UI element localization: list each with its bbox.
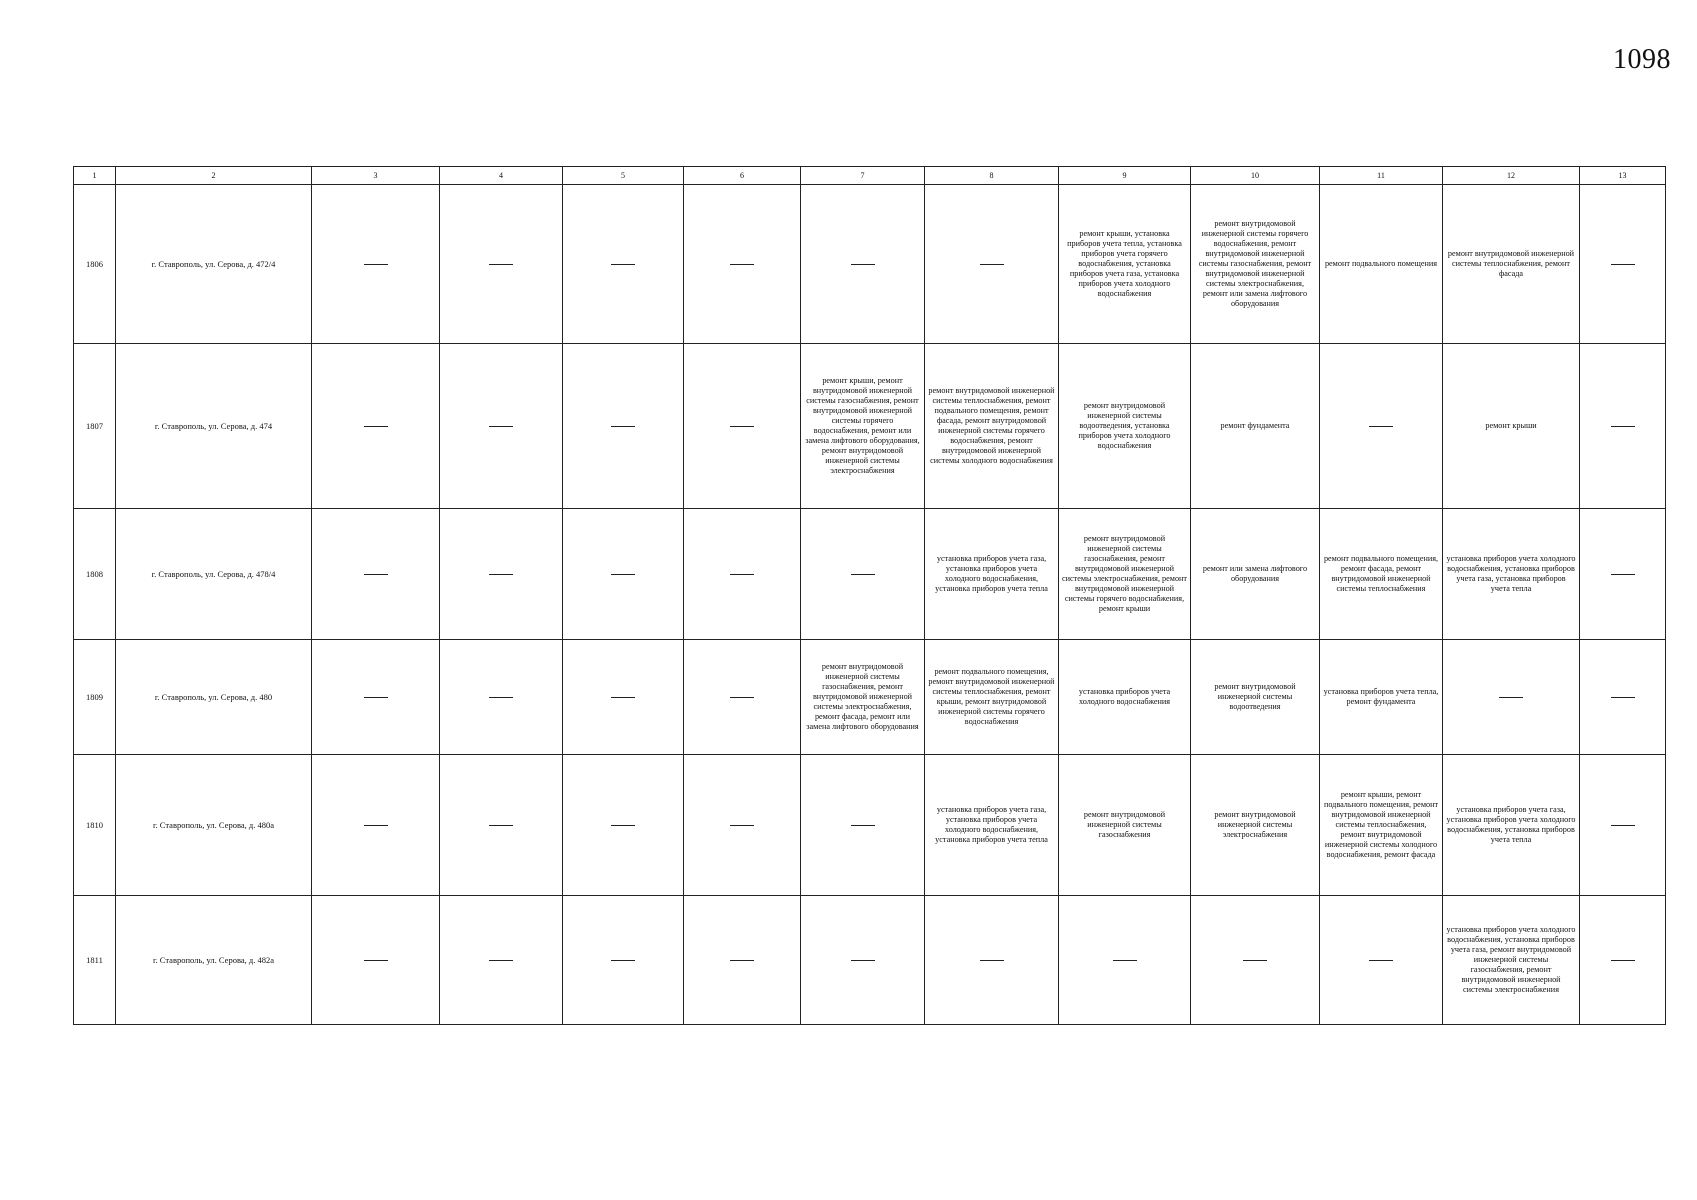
dash-mark [1611,264,1635,265]
empty-cell-7 [801,896,925,1025]
column-header: 9 [1059,167,1191,185]
dash-mark [1611,697,1635,698]
empty-cell-10 [1191,896,1320,1025]
dash-mark [730,697,754,698]
work-cell-7: ремонт крыши, ремонт внутридомовой инженерной системы газоснабжения, ремонт внутридомовой инженерной системы горячего водоснабжения, ремонт или замена лифтового оборудования, ремонт внутридомовой инженерной системы электроснабжения [801,344,925,509]
column-header: 6 [684,167,801,185]
dash-mark [980,960,1004,961]
work-cell-8: ремонт внутридомовой инженерной системы теплоснабжения, ремонт подвального помещения, ремонт фасада, ремонт внутридомовой инженерной системы горячего водоснабжения, ремонт внутридомовой инженерной системы холодного водоснабжения [925,344,1059,509]
address-cell: г. Ставрополь, ул. Серова, д. 478/4 [116,509,312,640]
address-cell: г. Ставрополь, ул. Серова, д. 472/4 [116,185,312,344]
dash-mark [611,426,635,427]
empty-cell-13 [1580,344,1666,509]
empty-cell-5 [563,755,684,896]
column-header: 12 [1443,167,1580,185]
dash-mark [364,697,388,698]
dash-mark [980,264,1004,265]
dash-mark [364,960,388,961]
dash-mark [1611,426,1635,427]
dash-mark [611,574,635,575]
work-cell-12: ремонт внутридомовой инженерной системы теплоснабжения, ремонт фасада [1443,185,1580,344]
dash-mark [1499,697,1523,698]
table-row [74,896,1666,1025]
empty-cell-7 [801,185,925,344]
column-header: 2 [116,167,312,185]
dash-mark [364,825,388,826]
empty-cell-4 [440,640,563,755]
dash-mark [730,426,754,427]
empty-cell-13 [1580,185,1666,344]
dash-mark [1369,426,1393,427]
work-cell-11: установка приборов учета тепла, ремонт фундамента [1320,640,1443,755]
empty-cell-6 [684,344,801,509]
dash-mark [489,697,513,698]
empty-cell-6 [684,509,801,640]
empty-cell-12 [1443,640,1580,755]
dash-mark [364,264,388,265]
column-header: 13 [1580,167,1666,185]
column-header: 3 [312,167,440,185]
dash-mark [1369,960,1393,961]
row-number: 1809 [74,640,116,755]
dash-mark [730,264,754,265]
empty-cell-3 [312,509,440,640]
empty-cell-13 [1580,896,1666,1025]
dash-mark [489,960,513,961]
table-row [74,755,1666,896]
empty-cell-4 [440,509,563,640]
dash-mark [730,960,754,961]
empty-cell-3 [312,185,440,344]
work-cell-8: установка приборов учета газа, установка приборов учета холодного водоснабжения, установка приборов учета тепла [925,509,1059,640]
dash-mark [1611,825,1635,826]
column-header: 11 [1320,167,1443,185]
empty-cell-8 [925,185,1059,344]
empty-cell-5 [563,640,684,755]
dash-mark [611,697,635,698]
repair-schedule-table [73,166,1666,1025]
address-cell: г. Ставрополь, ул. Серова, д. 474 [116,344,312,509]
work-cell-9: ремонт внутридомовой инженерной системы газоснабжения [1059,755,1191,896]
work-cell-9: установка приборов учета холодного водоснабжения [1059,640,1191,755]
dash-mark [489,825,513,826]
empty-cell-11 [1320,896,1443,1025]
table-row [74,509,1666,640]
address-cell: г. Ставрополь, ул. Серова, д. 482а [116,896,312,1025]
address-cell: г. Ставрополь, ул. Серова, д. 480 [116,640,312,755]
row-number: 1808 [74,509,116,640]
column-header: 10 [1191,167,1320,185]
column-header: 1 [74,167,116,185]
column-header: 4 [440,167,563,185]
work-cell-10: ремонт или замена лифтового оборудования [1191,509,1320,640]
work-cell-10: ремонт внутридомовой инженерной системы водоотведения [1191,640,1320,755]
row-number: 1811 [74,896,116,1025]
work-cell-11: ремонт подвального помещения [1320,185,1443,344]
dash-mark [1611,960,1635,961]
dash-mark [851,264,875,265]
dash-mark [851,574,875,575]
dash-mark [489,264,513,265]
column-header: 5 [563,167,684,185]
empty-cell-4 [440,185,563,344]
work-cell-12: установка приборов учета холодного водоснабжения, установка приборов учета газа, ремонт внутридомовой инженерной системы газоснабжения, ремонт внутридомовой инженерной системы электроснабжения [1443,896,1580,1025]
dash-mark [364,426,388,427]
empty-cell-3 [312,755,440,896]
empty-cell-4 [440,755,563,896]
work-cell-10: ремонт фундамента [1191,344,1320,509]
table-row [74,640,1666,755]
work-cell-10: ремонт внутридомовой инженерной системы горячего водоснабжения, ремонт внутридомовой инженерной системы газоснабжения, ремонт внутридомовой инженерной системы электроснабжения, ремонт или замена лифтового оборудования [1191,185,1320,344]
dash-mark [1243,960,1267,961]
work-cell-11: ремонт крыши, ремонт подвального помещения, ремонт внутридомовой инженерной системы теплоснабжения, ремонт внутридомовой инженерной системы холодного водоснабжения, ремонт фасада [1320,755,1443,896]
work-cell-11: ремонт подвального помещения, ремонт фасада, ремонт внутридомовой инженерной системы теплоснабжения [1320,509,1443,640]
page-number: 1098 [1613,44,1671,75]
row-number: 1810 [74,755,116,896]
empty-cell-3 [312,896,440,1025]
work-cell-12: ремонт крыши [1443,344,1580,509]
empty-cell-13 [1580,640,1666,755]
work-cell-10: ремонт внутридомовой инженерной системы электроснабжения [1191,755,1320,896]
address-cell: г. Ставрополь, ул. Серова, д. 480а [116,755,312,896]
dash-mark [1611,574,1635,575]
dash-mark [730,825,754,826]
row-number: 1806 [74,185,116,344]
work-cell-9: ремонт внутридомовой инженерной системы газоснабжения, ремонт внутридомовой инженерной системы электроснабжения, ремонт внутридомовой инженерной системы горячего водоснабжения, ремонт крыши [1059,509,1191,640]
empty-cell-13 [1580,509,1666,640]
empty-cell-9 [1059,896,1191,1025]
table-row [74,344,1666,509]
empty-cell-5 [563,509,684,640]
dash-mark [851,960,875,961]
dash-mark [851,825,875,826]
column-header: 8 [925,167,1059,185]
work-cell-9: ремонт крыши, установка приборов учета тепла, установка приборов учета горячего водоснабжения, установка приборов учета газа, установка приборов учета холодного водоснабжения [1059,185,1191,344]
dash-mark [364,574,388,575]
header-row [74,167,1666,185]
column-header: 7 [801,167,925,185]
empty-cell-6 [684,640,801,755]
empty-cell-4 [440,896,563,1025]
empty-cell-11 [1320,344,1443,509]
work-cell-8: ремонт подвального помещения, ремонт внутридомовой инженерной системы теплоснабжения, ремонт крыши, ремонт внутридомовой инженерной системы горячего водоснабжения [925,640,1059,755]
dash-mark [611,825,635,826]
empty-cell-7 [801,755,925,896]
dash-mark [730,574,754,575]
empty-cell-6 [684,755,801,896]
empty-cell-3 [312,640,440,755]
dash-mark [489,574,513,575]
empty-cell-6 [684,185,801,344]
dash-mark [1113,960,1137,961]
empty-cell-5 [563,896,684,1025]
work-cell-12: установка приборов учета газа, установка приборов учета холодного водоснабжения, установка приборов учета тепла [1443,755,1580,896]
empty-cell-5 [563,185,684,344]
empty-cell-13 [1580,755,1666,896]
table-row [74,185,1666,344]
work-cell-12: установка приборов учета холодного водоснабжения, установка приборов учета газа, установка приборов учета тепла [1443,509,1580,640]
work-cell-8: установка приборов учета газа, установка приборов учета холодного водоснабжения, установка приборов учета тепла [925,755,1059,896]
dash-mark [611,264,635,265]
empty-cell-7 [801,509,925,640]
work-cell-7: ремонт внутридомовой инженерной системы газоснабжения, ремонт внутридомовой инженерной системы электроснабжения, ремонт фасада, ремонт или замена лифтового оборудования [801,640,925,755]
empty-cell-4 [440,344,563,509]
dash-mark [489,426,513,427]
row-number: 1807 [74,344,116,509]
empty-cell-5 [563,344,684,509]
empty-cell-3 [312,344,440,509]
empty-cell-6 [684,896,801,1025]
dash-mark [611,960,635,961]
work-cell-9: ремонт внутридомовой инженерной системы водоотведения, установка приборов учета холодного водоснабжения [1059,344,1191,509]
empty-cell-8 [925,896,1059,1025]
